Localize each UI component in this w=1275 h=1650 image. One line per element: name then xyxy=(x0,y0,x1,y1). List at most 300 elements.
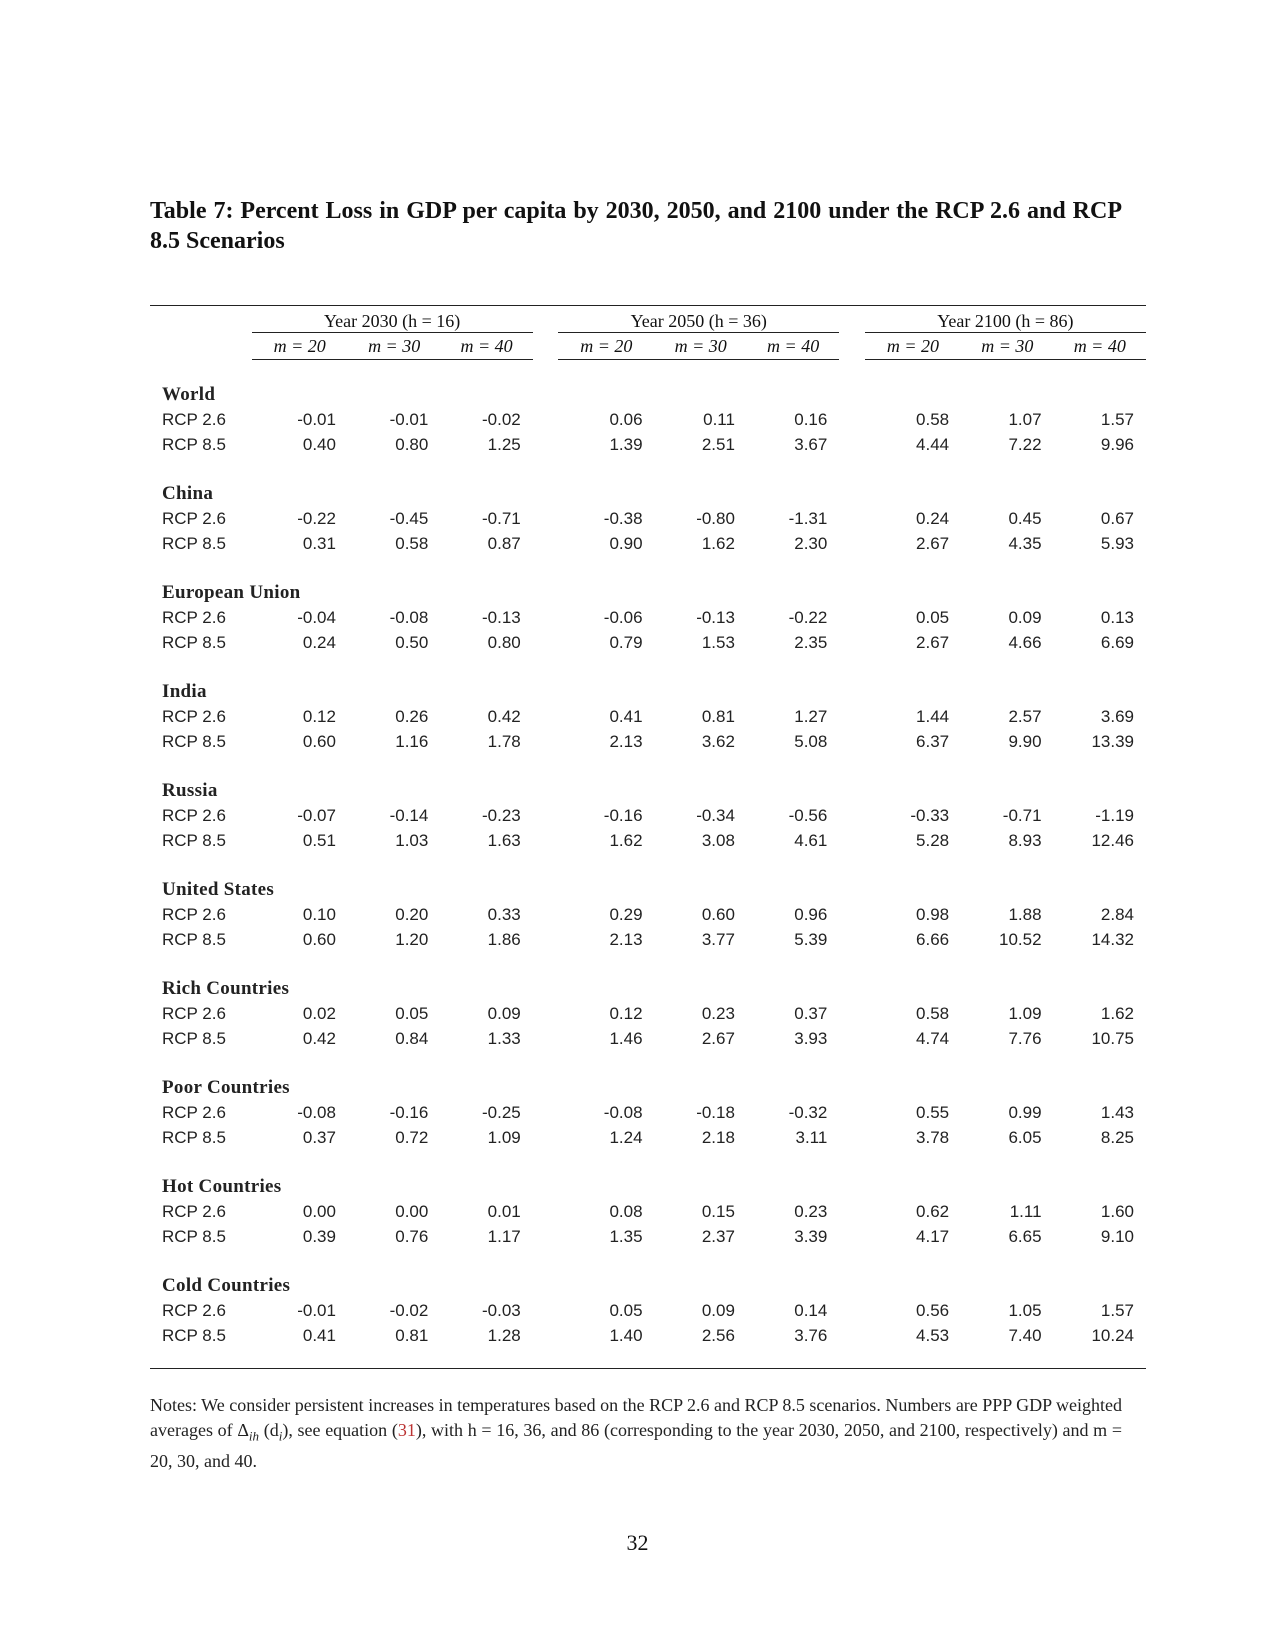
table-row xyxy=(150,1199,1146,1224)
value-cell: -0.04 xyxy=(297,607,336,627)
value-cell: 0.24 xyxy=(916,508,950,528)
column-gap xyxy=(839,1323,864,1348)
value-cell: 0.96 xyxy=(794,904,828,924)
value-cell: 10.52 xyxy=(998,929,1042,949)
value-cell: -0.03 xyxy=(481,1300,521,1320)
column-gap xyxy=(533,704,558,729)
m-header-cell: m = 30 xyxy=(348,333,440,360)
value-cell: 0.72 xyxy=(395,1127,429,1147)
value-cell: 0.81 xyxy=(701,706,735,726)
value-cell: 0.58 xyxy=(916,1003,950,1023)
spacer-row xyxy=(150,556,1146,580)
column-gap xyxy=(533,1001,558,1026)
m-header-cell: m = 20 xyxy=(865,333,961,360)
page-number: 32 xyxy=(626,1530,649,1555)
table-row xyxy=(150,1323,1146,1348)
column-gap xyxy=(533,506,558,531)
column-gap xyxy=(533,1125,558,1150)
table-row xyxy=(150,1001,1146,1026)
value-cell: 1.39 xyxy=(609,434,643,454)
value-cell: 1.16 xyxy=(395,731,429,751)
value-cell: 0.79 xyxy=(609,632,643,652)
value-cell: 2.51 xyxy=(701,434,735,454)
region-name: Russia xyxy=(162,779,218,801)
column-gap xyxy=(839,803,864,828)
value-cell: 2.13 xyxy=(609,731,643,751)
column-gap xyxy=(839,605,864,630)
spacer-row xyxy=(150,1249,1146,1273)
value-cell: 0.33 xyxy=(487,904,521,924)
table-row xyxy=(150,828,1146,853)
table-row xyxy=(150,506,1146,531)
value-cell: 0.00 xyxy=(395,1201,429,1221)
value-cell: 0.80 xyxy=(395,434,429,454)
spacer-row xyxy=(150,952,1146,976)
value-cell: 0.45 xyxy=(1008,508,1042,528)
column-gap xyxy=(839,1100,864,1125)
value-cell: 0.26 xyxy=(395,706,429,726)
value-cell: 0.81 xyxy=(395,1325,429,1345)
value-cell: 1.09 xyxy=(487,1127,521,1147)
value-cell: 1.57 xyxy=(1100,1300,1134,1320)
region-header-row xyxy=(150,877,1146,902)
value-cell: 0.56 xyxy=(916,1300,950,1320)
value-cell: 9.90 xyxy=(1008,731,1042,751)
table-row xyxy=(150,1026,1146,1051)
table-notes xyxy=(150,1393,1122,1474)
table-row xyxy=(150,803,1146,828)
value-cell: 13.39 xyxy=(1091,731,1134,751)
value-cell: 0.29 xyxy=(609,904,643,924)
spacer-row xyxy=(150,1051,1146,1075)
value-cell: -0.25 xyxy=(481,1102,521,1122)
column-gap xyxy=(533,605,558,630)
m-header-cell: m = 20 xyxy=(252,333,348,360)
scenario-label: RCP 8.5 xyxy=(162,1226,226,1246)
value-cell: 3.76 xyxy=(794,1325,828,1345)
scenario-label: RCP 8.5 xyxy=(162,731,226,751)
column-gap xyxy=(533,1323,558,1348)
column-gap xyxy=(533,1298,558,1323)
value-cell: -0.56 xyxy=(788,805,828,825)
column-gap xyxy=(839,432,864,457)
value-cell: -0.01 xyxy=(389,409,429,429)
column-gap xyxy=(839,729,864,754)
value-cell: -0.71 xyxy=(1002,805,1042,825)
m-header-cell: m = 20 xyxy=(558,333,654,360)
value-cell: 0.42 xyxy=(302,1028,336,1048)
value-cell: 2.56 xyxy=(701,1325,735,1345)
value-cell: 3.39 xyxy=(794,1226,828,1246)
value-cell: 5.28 xyxy=(916,830,950,850)
region-header-row xyxy=(150,1273,1146,1298)
value-cell: 9.10 xyxy=(1100,1226,1134,1246)
column-gap xyxy=(533,630,558,655)
column-gap xyxy=(533,1199,558,1224)
column-gap xyxy=(839,1026,864,1051)
spacer-row xyxy=(150,1348,1146,1369)
value-cell: 0.06 xyxy=(609,409,643,429)
scenario-label: RCP 2.6 xyxy=(162,508,226,528)
column-gap xyxy=(839,630,864,655)
value-cell: 1.60 xyxy=(1100,1201,1134,1221)
region-name: Hot Countries xyxy=(162,1175,282,1197)
spacer-row xyxy=(150,754,1146,778)
notes-text-2: (d xyxy=(259,1420,279,1440)
value-cell: 0.99 xyxy=(1008,1102,1042,1122)
value-cell: -0.02 xyxy=(481,409,521,429)
value-cell: 0.55 xyxy=(916,1102,950,1122)
value-cell: 7.40 xyxy=(1008,1325,1042,1345)
value-cell: 9.96 xyxy=(1100,434,1134,454)
value-cell: 3.62 xyxy=(701,731,735,751)
value-cell: 1.33 xyxy=(487,1028,521,1048)
spacer-row xyxy=(150,655,1146,679)
value-cell: 0.12 xyxy=(302,706,336,726)
scenario-label: RCP 8.5 xyxy=(162,929,226,949)
column-gap xyxy=(533,407,558,432)
column-gap xyxy=(839,902,864,927)
table-row xyxy=(150,432,1146,457)
table-row xyxy=(150,605,1146,630)
scenario-label: RCP 2.6 xyxy=(162,805,226,825)
region-name: Cold Countries xyxy=(162,1274,291,1296)
value-cell: -0.13 xyxy=(481,607,521,627)
column-gap xyxy=(533,333,558,360)
column-gap xyxy=(839,927,864,952)
spacer-row xyxy=(150,1150,1146,1174)
value-cell: 1.62 xyxy=(609,830,643,850)
value-cell: 1.11 xyxy=(1009,1201,1042,1221)
value-cell: -0.22 xyxy=(297,508,336,528)
value-cell: 4.44 xyxy=(916,434,950,454)
scenario-label: RCP 2.6 xyxy=(162,904,226,924)
value-cell: 3.08 xyxy=(701,830,735,850)
year-2100-header: Year 2100 (h = 86) xyxy=(865,306,1146,333)
value-cell: 2.30 xyxy=(794,533,828,553)
value-cell: 0.14 xyxy=(794,1300,828,1320)
value-cell: 5.39 xyxy=(794,929,828,949)
value-cell: 0.60 xyxy=(701,904,735,924)
notes-text-1: Notes: We consider persistent increases in temperatures based on the RCP 2.6 and RCP 8.5 scenarios. Numbers are PPP GDP weighted averages of Δ xyxy=(150,1395,1122,1440)
scenario-label: RCP 2.6 xyxy=(162,706,226,726)
value-cell: 0.67 xyxy=(1100,508,1134,528)
table-caption: Table 7: Percent Loss in GDP per capita by 2030, 2050, and 2100 under the RCP 2.6 and RCP 8.5 Scenarios xyxy=(150,198,1122,254)
value-cell: 8.93 xyxy=(1008,830,1042,850)
value-cell: 6.37 xyxy=(916,731,950,751)
scenario-label: RCP 8.5 xyxy=(162,632,226,652)
column-gap xyxy=(839,506,864,531)
value-cell: -1.31 xyxy=(788,508,828,528)
value-cell: -0.08 xyxy=(389,607,429,627)
value-cell: 7.22 xyxy=(1008,434,1042,454)
value-cell: 2.67 xyxy=(916,533,950,553)
value-cell: 3.11 xyxy=(795,1127,828,1147)
table-row xyxy=(150,630,1146,655)
value-cell: -0.16 xyxy=(389,1102,429,1122)
region-header-row xyxy=(150,1174,1146,1199)
value-cell: 4.66 xyxy=(1008,632,1042,652)
value-cell: 4.53 xyxy=(916,1325,950,1345)
table-row xyxy=(150,729,1146,754)
value-cell: 6.69 xyxy=(1100,632,1134,652)
value-cell: 0.12 xyxy=(609,1003,643,1023)
value-cell: 0.76 xyxy=(395,1226,429,1246)
column-gap xyxy=(839,1001,864,1026)
scenario-label: RCP 8.5 xyxy=(162,1028,226,1048)
value-cell: 5.93 xyxy=(1100,533,1134,553)
value-cell: 0.51 xyxy=(302,830,336,850)
value-cell: -0.71 xyxy=(481,508,521,528)
value-cell: 3.67 xyxy=(794,434,828,454)
value-cell: 0.62 xyxy=(916,1201,950,1221)
m-header-blank xyxy=(150,333,252,360)
value-cell: 4.61 xyxy=(794,830,828,850)
column-gap xyxy=(839,407,864,432)
value-cell: 0.23 xyxy=(794,1201,828,1221)
scenario-label: RCP 2.6 xyxy=(162,1300,226,1320)
region-header-row xyxy=(150,976,1146,1001)
table-row xyxy=(150,1100,1146,1125)
column-gap xyxy=(533,1026,558,1051)
value-cell: 0.00 xyxy=(302,1201,336,1221)
column-gap xyxy=(533,432,558,457)
spacer-row xyxy=(150,457,1146,481)
notes-subscript: ih xyxy=(248,1428,260,1444)
value-cell: -0.07 xyxy=(297,805,336,825)
value-cell: 0.87 xyxy=(487,533,521,553)
value-cell: 2.67 xyxy=(916,632,950,652)
value-cell: 3.93 xyxy=(794,1028,828,1048)
value-cell: 1.40 xyxy=(609,1325,643,1345)
region-name: European Union xyxy=(162,581,301,603)
value-cell: 4.17 xyxy=(916,1226,950,1246)
value-cell: -0.33 xyxy=(910,805,950,825)
value-cell: 0.15 xyxy=(701,1201,735,1221)
value-cell: -0.22 xyxy=(788,607,828,627)
table-row xyxy=(150,407,1146,432)
value-cell: 8.25 xyxy=(1100,1127,1134,1147)
value-cell: 4.74 xyxy=(916,1028,950,1048)
value-cell: 1.53 xyxy=(701,632,735,652)
value-cell: 0.42 xyxy=(487,706,521,726)
region-header-row xyxy=(150,1075,1146,1100)
region-header-row xyxy=(150,679,1146,704)
table-row xyxy=(150,927,1146,952)
value-cell: 1.44 xyxy=(916,706,950,726)
value-cell: 2.84 xyxy=(1100,904,1134,924)
value-cell: -0.01 xyxy=(297,1300,336,1320)
value-cell: 1.88 xyxy=(1008,904,1042,924)
table-body xyxy=(150,360,1146,1369)
notes-text-3: ), see equation ( xyxy=(282,1420,398,1440)
scenario-label: RCP 2.6 xyxy=(162,1201,226,1221)
region-header-row xyxy=(150,382,1146,407)
value-cell: 1.20 xyxy=(395,929,429,949)
scenario-label: RCP 8.5 xyxy=(162,1127,226,1147)
value-cell: 0.16 xyxy=(794,409,828,429)
scenario-label: RCP 8.5 xyxy=(162,830,226,850)
value-cell: 1.43 xyxy=(1100,1102,1134,1122)
column-gap xyxy=(839,1199,864,1224)
table-row xyxy=(150,1298,1146,1323)
value-cell: 1.78 xyxy=(487,731,521,751)
value-cell: 2.35 xyxy=(794,632,828,652)
value-cell: 0.11 xyxy=(703,409,735,429)
value-cell: 1.35 xyxy=(609,1226,643,1246)
value-cell: -0.14 xyxy=(389,805,429,825)
value-cell: 0.24 xyxy=(302,632,336,652)
value-cell: 0.05 xyxy=(916,607,950,627)
table-row xyxy=(150,1125,1146,1150)
value-cell: 0.20 xyxy=(395,904,429,924)
value-cell: 0.58 xyxy=(395,533,429,553)
value-cell: -0.01 xyxy=(297,409,336,429)
scenario-label: RCP 8.5 xyxy=(162,1325,226,1345)
value-cell: 2.13 xyxy=(609,929,643,949)
value-cell: -0.08 xyxy=(297,1102,336,1122)
m-header-cell: m = 40 xyxy=(440,333,532,360)
value-cell: -0.08 xyxy=(603,1102,643,1122)
column-gap xyxy=(533,729,558,754)
column-gap xyxy=(839,1125,864,1150)
value-cell: 5.08 xyxy=(794,731,828,751)
value-cell: -0.02 xyxy=(389,1300,429,1320)
value-cell: 0.41 xyxy=(302,1325,336,1345)
value-cell: 0.60 xyxy=(302,929,336,949)
value-cell: 2.67 xyxy=(701,1028,735,1048)
value-cell: 1.05 xyxy=(1008,1300,1042,1320)
value-cell: 4.35 xyxy=(1008,533,1042,553)
value-cell: 1.07 xyxy=(1008,409,1042,429)
value-cell: 0.23 xyxy=(701,1003,735,1023)
value-cell: 0.40 xyxy=(302,434,336,454)
value-cell: 1.62 xyxy=(701,533,735,553)
value-cell: 1.86 xyxy=(487,929,521,949)
value-cell: 12.46 xyxy=(1091,830,1134,850)
value-cell: 0.50 xyxy=(395,632,429,652)
value-cell: 0.02 xyxy=(302,1003,336,1023)
value-cell: 3.78 xyxy=(916,1127,950,1147)
column-gap xyxy=(839,531,864,556)
scenario-label: RCP 2.6 xyxy=(162,607,226,627)
value-cell: 0.37 xyxy=(302,1127,336,1147)
value-cell: 6.05 xyxy=(1008,1127,1042,1147)
value-cell: 7.76 xyxy=(1008,1028,1042,1048)
column-gap xyxy=(839,1224,864,1249)
value-cell: 0.08 xyxy=(609,1201,643,1221)
scenario-label: RCP 2.6 xyxy=(162,1102,226,1122)
value-cell: 0.84 xyxy=(395,1028,429,1048)
value-cell: 10.24 xyxy=(1091,1325,1134,1345)
scenario-label: RCP 8.5 xyxy=(162,434,226,454)
column-gap xyxy=(839,333,864,360)
results-table xyxy=(150,305,1146,1369)
table-row xyxy=(150,902,1146,927)
notes-text-4: ), with h = 16, 36, and 86 (corresponding to the year 2030, 2050, and 2100, respectively) and m = 20, 30, and 40. xyxy=(150,1420,1123,1471)
value-cell: 1.25 xyxy=(487,434,521,454)
column-gap xyxy=(533,902,558,927)
value-cell: -0.45 xyxy=(389,508,429,528)
region-name: World xyxy=(162,383,216,405)
column-gap xyxy=(533,1224,558,1249)
value-cell: 0.39 xyxy=(302,1226,336,1246)
year-header-row xyxy=(150,306,1146,333)
m-header-cell: m = 40 xyxy=(747,333,839,360)
value-cell: 0.31 xyxy=(302,533,336,553)
column-gap xyxy=(839,704,864,729)
value-cell: -0.23 xyxy=(481,805,521,825)
value-cell: 0.90 xyxy=(609,533,643,553)
notes-subscript-i: i xyxy=(278,1428,283,1444)
value-cell: 1.28 xyxy=(487,1325,521,1345)
column-gap xyxy=(533,927,558,952)
value-cell: 1.27 xyxy=(794,706,828,726)
value-cell: 3.77 xyxy=(701,929,735,949)
value-cell: -0.34 xyxy=(696,805,735,825)
value-cell: 10.75 xyxy=(1091,1028,1134,1048)
value-cell: 3.69 xyxy=(1100,706,1134,726)
value-cell: -0.18 xyxy=(696,1102,735,1122)
region-name: Poor Countries xyxy=(162,1076,290,1098)
value-cell: 1.03 xyxy=(395,830,429,850)
scenario-label: RCP 2.6 xyxy=(162,409,226,429)
column-gap xyxy=(533,828,558,853)
value-cell: -0.32 xyxy=(788,1102,828,1122)
value-cell: 1.24 xyxy=(609,1127,643,1147)
year-2030-header: Year 2030 (h = 16) xyxy=(252,306,533,333)
column-gap xyxy=(533,803,558,828)
value-cell: 0.05 xyxy=(609,1300,643,1320)
value-cell: 0.09 xyxy=(1008,607,1042,627)
value-cell: 6.66 xyxy=(916,929,950,949)
m-header-row xyxy=(150,333,1146,360)
spacer-row xyxy=(150,360,1146,383)
m-header-cell: m = 30 xyxy=(961,333,1053,360)
region-name: Rich Countries xyxy=(162,977,290,999)
region-header-row xyxy=(150,481,1146,506)
value-cell: 1.62 xyxy=(1100,1003,1134,1023)
value-cell: 2.57 xyxy=(1008,706,1042,726)
region-name: China xyxy=(162,482,214,504)
scenario-label: RCP 8.5 xyxy=(162,533,226,553)
region-header-row xyxy=(150,778,1146,803)
scenario-label: RCP 2.6 xyxy=(162,1003,226,1023)
value-cell: 0.60 xyxy=(302,731,336,751)
region-name: India xyxy=(162,680,207,702)
value-cell: -1.19 xyxy=(1095,805,1134,825)
value-cell: -0.06 xyxy=(603,607,643,627)
region-name: United States xyxy=(162,878,275,900)
value-cell: 1.17 xyxy=(487,1226,521,1246)
equation-reference-link[interactable]: 31 xyxy=(397,1420,416,1440)
value-cell: -0.16 xyxy=(603,805,643,825)
value-cell: 0.05 xyxy=(395,1003,429,1023)
value-cell: 6.65 xyxy=(1008,1226,1042,1246)
value-cell: 1.09 xyxy=(1008,1003,1042,1023)
table-row xyxy=(150,1224,1146,1249)
value-cell: -0.80 xyxy=(696,508,735,528)
column-gap xyxy=(839,1298,864,1323)
value-cell: -0.13 xyxy=(696,607,735,627)
table-row xyxy=(150,704,1146,729)
value-cell: 14.32 xyxy=(1091,929,1134,949)
m-header-cell: m = 40 xyxy=(1054,333,1146,360)
column-gap xyxy=(533,1100,558,1125)
value-cell: 0.10 xyxy=(302,904,336,924)
value-cell: 0.80 xyxy=(487,632,521,652)
spacer-row xyxy=(150,853,1146,877)
